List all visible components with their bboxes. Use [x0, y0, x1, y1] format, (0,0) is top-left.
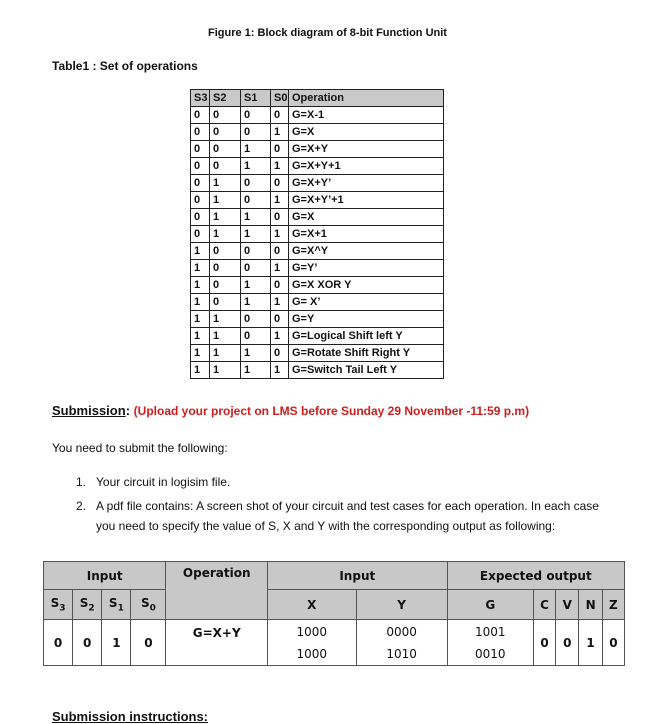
submission-colon: :	[125, 403, 131, 418]
operation-cell: G=X+Y’+1	[289, 192, 444, 209]
ops-row	[191, 311, 444, 328]
operation-cell: G=Y’	[289, 260, 444, 277]
example-data-row	[44, 620, 625, 666]
s0-cell: 1	[271, 226, 289, 243]
header-s1: S1	[241, 90, 271, 107]
ops-row	[191, 226, 444, 243]
operation-cell: G=X	[289, 124, 444, 141]
s2-cell: 1	[210, 226, 241, 243]
s2-cell: 0	[210, 141, 241, 158]
header-s0: S0	[271, 90, 289, 107]
s0-cell: 0	[271, 277, 289, 294]
ops-row	[191, 158, 444, 175]
s0-cell: 1	[271, 158, 289, 175]
expected-output-header: Expected output	[447, 562, 624, 590]
operation-cell: G=X^Y	[289, 243, 444, 260]
submission-heading: Submission	[52, 403, 126, 418]
y-value: 1010	[386, 646, 417, 661]
example-header-row	[44, 562, 625, 590]
s3-label-base: S	[50, 595, 60, 610]
s1-cell: 1	[241, 141, 271, 158]
s2-cell: 1	[210, 175, 241, 192]
intro-text: You need to submit the following:	[52, 441, 228, 455]
header-s3: S3	[191, 90, 210, 107]
s3-cell: 1	[191, 362, 210, 379]
z-flag-value: 0	[602, 620, 624, 666]
s1-cell: 1	[241, 209, 271, 226]
operation-cell: G=X+Y’	[289, 175, 444, 192]
s0-cell: 0	[271, 107, 289, 124]
operation-cell: G=X	[289, 209, 444, 226]
s3-value: 0	[44, 620, 73, 666]
x-value: 1000	[296, 646, 328, 661]
s3-cell: 1	[191, 328, 210, 345]
c-flag-value: 0	[533, 620, 555, 666]
s0-cell: 0	[271, 141, 289, 158]
example-subheader-row	[44, 590, 625, 620]
s2-cell: 1	[210, 362, 241, 379]
ops-row	[191, 260, 444, 277]
ops-row	[191, 209, 444, 226]
s0-cell: 1	[271, 124, 289, 141]
s3-cell: 0	[191, 141, 210, 158]
example-test-case-table	[43, 561, 625, 666]
header-operation: Operation	[289, 90, 444, 107]
ops-row	[191, 124, 444, 141]
ops-row	[191, 277, 444, 294]
s2-cell: 0	[210, 260, 241, 277]
operation-cell: G=Switch Tail Left Y	[289, 362, 444, 379]
y-value: 0000	[386, 624, 417, 639]
operation-cell: G=X XOR Y	[289, 277, 444, 294]
operation-cell: G=X+1	[289, 226, 444, 243]
s0-label-base: S	[141, 595, 150, 610]
g-value: 0010	[475, 646, 506, 661]
n-flag-label: N	[579, 590, 602, 620]
submission-instructions-heading: Submission instructions:	[52, 709, 209, 724]
y-values	[356, 620, 447, 666]
ops-row	[191, 107, 444, 124]
figure-title: Figure 1: Block diagram of 8-bit Function Unit	[208, 27, 447, 39]
s1-cell: 0	[241, 328, 271, 345]
operation-cell: G=Rotate Shift Right Y	[289, 345, 444, 362]
s1-cell: 0	[241, 124, 271, 141]
operation-cell: G=X+Y+1	[289, 158, 444, 175]
list-text: A pdf file contains: A screen shot of your circuit and test cases for each operation. In each case you need to specify the value of S, X and Y with the corresponding output as following:	[96, 499, 599, 533]
v-flag-value: 0	[556, 620, 579, 666]
s1-cell: 1	[241, 294, 271, 311]
s3-cell: 0	[191, 192, 210, 209]
s0-cell: 0	[271, 209, 289, 226]
s0-cell: 1	[271, 328, 289, 345]
operation-cell: G=Y	[289, 311, 444, 328]
g-label: G	[447, 590, 533, 620]
n-flag-value: 1	[579, 620, 602, 666]
s1-cell: 0	[241, 260, 271, 277]
s2-label-sub: 2	[88, 603, 95, 614]
ops-row	[191, 362, 444, 379]
s0-cell: 1	[271, 260, 289, 277]
s0-cell: 0	[271, 311, 289, 328]
ops-header-row	[191, 90, 444, 107]
submission-line	[52, 403, 529, 418]
list-number: 2.	[76, 499, 87, 513]
s3-cell: 1	[191, 345, 210, 362]
operation-cell: G=Logical Shift left Y	[289, 328, 444, 345]
s0-value: 0	[131, 620, 166, 666]
ops-row	[191, 141, 444, 158]
s1-cell: 1	[241, 158, 271, 175]
ops-row	[191, 243, 444, 260]
s0-cell: 0	[271, 243, 289, 260]
s2-cell: 1	[210, 311, 241, 328]
s0-cell: 1	[271, 362, 289, 379]
submission-deadline-note: (Upload your project on LMS before Sunday 29 November -11:59 p.m)	[133, 404, 530, 418]
s3-cell: 0	[191, 158, 210, 175]
s2-cell: 0	[210, 124, 241, 141]
s3-cell: 1	[191, 294, 210, 311]
s1-cell: 1	[241, 277, 271, 294]
table1-title: Table1 : Set of operations	[52, 59, 198, 73]
s2-cell: 0	[210, 158, 241, 175]
input2-header: Input	[267, 562, 447, 590]
operation-value: G=X+Y	[166, 620, 268, 666]
s2-cell: 1	[210, 328, 241, 345]
s2-cell: 0	[210, 277, 241, 294]
y-label: Y	[356, 590, 447, 620]
s1-cell: 1	[241, 226, 271, 243]
s2-cell: 0	[210, 107, 241, 124]
v-flag-label: V	[556, 590, 579, 620]
s3-cell: 1	[191, 311, 210, 328]
s0-cell: 1	[271, 192, 289, 209]
s3-label	[44, 590, 73, 620]
operation-cell: G= X’	[289, 294, 444, 311]
list-number: 1.	[76, 475, 87, 489]
s2-cell: 1	[210, 209, 241, 226]
s3-cell: 0	[191, 209, 210, 226]
s1-cell: 0	[241, 192, 271, 209]
operation-header: Operation	[166, 562, 268, 620]
s3-cell: 1	[191, 277, 210, 294]
s3-cell: 0	[191, 107, 210, 124]
s0-cell: 1	[271, 294, 289, 311]
s2-label-base: S	[79, 595, 89, 610]
s3-cell: 0	[191, 124, 210, 141]
list-text: Your circuit in logisim file.	[96, 475, 231, 489]
s1-cell: 1	[241, 345, 271, 362]
x-value: 1000	[296, 624, 328, 639]
g-value: 1001	[475, 624, 506, 639]
s0-label	[131, 590, 166, 620]
s1-cell: 0	[241, 243, 271, 260]
operation-cell: G=X+Y	[289, 141, 444, 158]
ops-row	[191, 345, 444, 362]
s1-label-base: S	[108, 595, 118, 610]
s1-cell: 0	[241, 107, 271, 124]
input-header: Input	[44, 562, 166, 590]
s3-cell: 1	[191, 260, 210, 277]
ops-row	[191, 294, 444, 311]
x-label: X	[267, 590, 356, 620]
requirements-list	[76, 472, 616, 540]
s0-label-sub: 0	[149, 603, 156, 614]
ops-row	[191, 328, 444, 345]
s2-cell: 1	[210, 192, 241, 209]
list-item	[76, 496, 616, 536]
z-flag-label: Z	[602, 590, 624, 620]
operation-cell: G=X-1	[289, 107, 444, 124]
ops-row	[191, 175, 444, 192]
s3-cell: 0	[191, 175, 210, 192]
ops-row	[191, 192, 444, 209]
operations-table	[190, 89, 444, 379]
s1-cell: 0	[241, 311, 271, 328]
list-item	[76, 472, 616, 492]
s1-cell: 0	[241, 175, 271, 192]
s1-label-sub: 1	[117, 603, 124, 614]
s0-cell: 0	[271, 345, 289, 362]
ops-body	[191, 107, 444, 379]
s3-cell: 1	[191, 243, 210, 260]
s1-label	[102, 590, 131, 620]
s2-value: 0	[73, 620, 102, 666]
x-values	[267, 620, 356, 666]
s1-value: 1	[102, 620, 131, 666]
header-s2: S2	[210, 90, 241, 107]
s1-cell: 1	[241, 362, 271, 379]
s2-cell: 0	[210, 243, 241, 260]
s0-cell: 0	[271, 175, 289, 192]
g-values	[447, 620, 533, 666]
s2-cell: 0	[210, 294, 241, 311]
c-flag-label: C	[533, 590, 555, 620]
s2-label	[73, 590, 102, 620]
s3-cell: 0	[191, 226, 210, 243]
s3-label-sub: 3	[59, 603, 66, 614]
s2-cell: 1	[210, 345, 241, 362]
